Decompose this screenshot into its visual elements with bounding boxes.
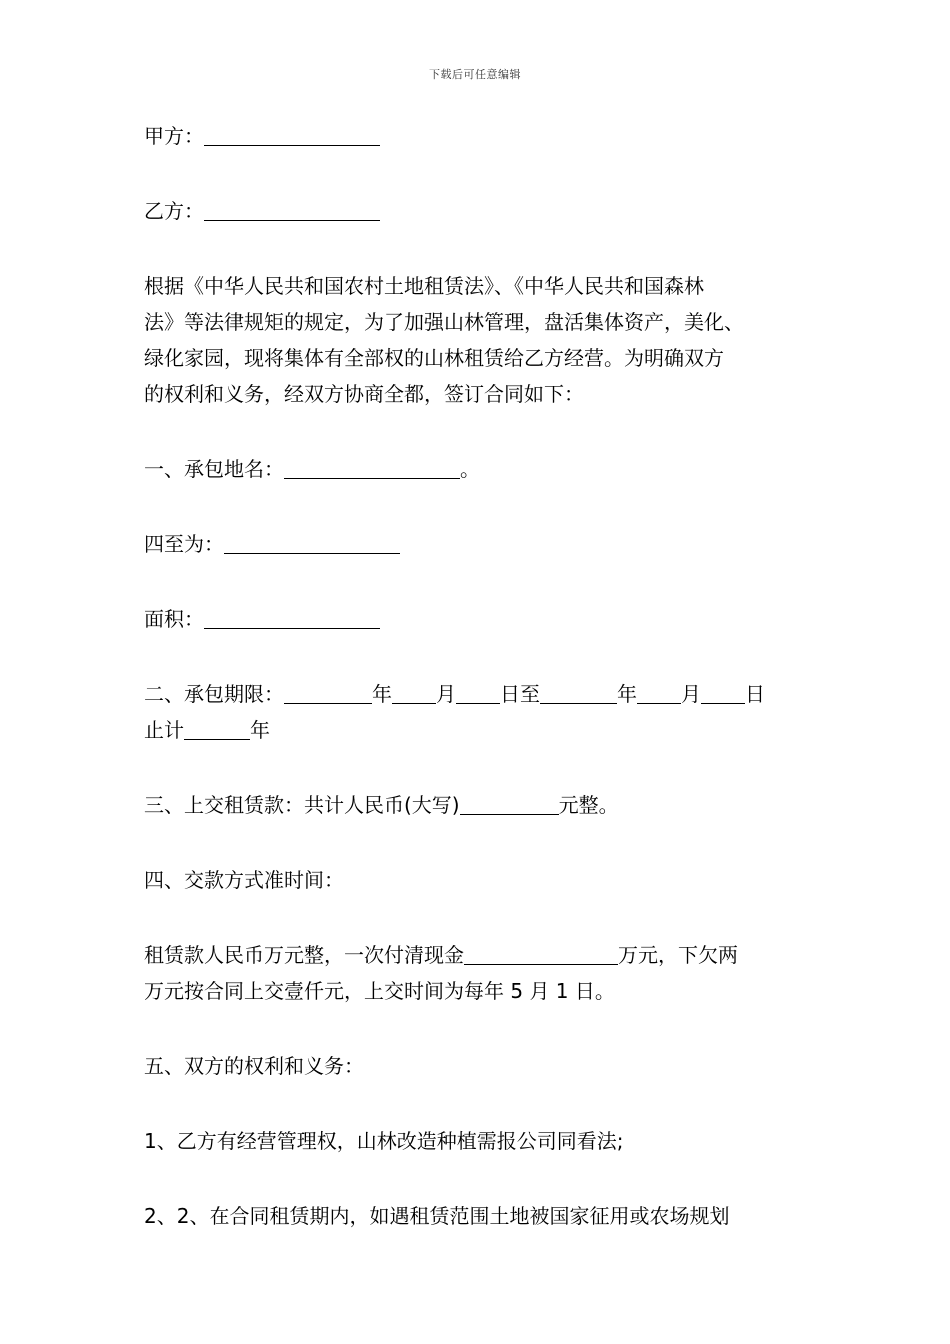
section-2-label: 二、承包期限： <box>144 682 284 706</box>
section-4-suffix: 万元，下欠两 <box>618 943 738 967</box>
day-text-2: 日 <box>745 682 765 706</box>
preamble-line-4: 的权利和义务，经双方协商全都，签订合同如下： <box>144 382 584 406</box>
preamble-line-1: 根据《中华人民共和国农村土地租赁法》、《中华人民共和国森林 <box>144 274 704 298</box>
party-b-blank <box>204 219 380 221</box>
contract-body <box>144 118 814 1234</box>
month-text-1: 月 <box>436 682 456 706</box>
cash-amount-blank <box>464 963 618 965</box>
section-4-line-1 <box>144 937 814 973</box>
rent-amount-blank <box>460 813 559 815</box>
area-blank <box>204 627 380 629</box>
boundaries-line <box>144 526 814 562</box>
section-1-label: 一、承包地名： <box>144 457 284 481</box>
section-2-line-1 <box>144 676 814 712</box>
boundaries-blank <box>224 552 400 554</box>
term-years-blank <box>184 738 250 740</box>
preamble-line-2: 法》等法律规矩的规定，为了加强山林管理，盘活集体资产，美化、 <box>144 310 744 334</box>
section-3-line <box>144 787 814 823</box>
year-text-3: 年 <box>250 718 270 742</box>
section-3-label: 三、上交租赁款：共计人民币(大写) <box>144 793 460 817</box>
party-b-label: 乙方： <box>144 199 204 223</box>
area-label: 面积： <box>144 607 204 631</box>
section-3-suffix: 元整。 <box>558 793 619 817</box>
party-a-line <box>144 118 814 154</box>
start-year-blank <box>284 702 372 704</box>
start-month-blank <box>392 702 436 704</box>
section-1-line <box>144 451 814 487</box>
section-5-heading: 五、双方的权利和义务： <box>144 1054 364 1078</box>
boundaries-label: 四至为： <box>144 532 224 556</box>
year-text-1: 年 <box>372 682 392 706</box>
party-a-label: 甲方： <box>144 124 204 148</box>
contract-location-blank <box>284 477 460 479</box>
year-text-2: 年 <box>617 682 637 706</box>
end-month-blank <box>637 702 681 704</box>
section-2-line-2 <box>144 712 814 748</box>
stop-label: 止计 <box>144 718 184 742</box>
day-to-text: 日至 <box>500 682 540 706</box>
section-1-suffix: 。 <box>460 457 480 481</box>
start-day-blank <box>456 702 500 704</box>
end-year-blank <box>540 702 617 704</box>
party-b-line <box>144 193 814 229</box>
end-day-blank <box>701 702 745 704</box>
section-4-prefix: 租赁款人民币万元整，一次付清现金 <box>144 943 464 967</box>
section-5-item-2: 2、2、在合同租赁期内，如遇租赁范围土地被国家征用或农场规划 <box>144 1204 730 1228</box>
preamble-line-3: 绿化家园，现将集体有全部权的山林租赁给乙方经营。为明确双方 <box>144 346 724 370</box>
area-line <box>144 601 814 637</box>
month-text-2: 月 <box>681 682 701 706</box>
section-4-line-2: 万元按合同上交壹仟元，上交时间为每年 5 月 1 日。 <box>144 979 615 1003</box>
party-a-blank <box>204 144 380 146</box>
header-note: 下载后可任意编辑 <box>429 68 521 81</box>
section-5-item-1: 1、乙方有经营管理权，山林改造种植需报公司同看法; <box>144 1129 624 1153</box>
section-4-heading: 四、交款方式准时间： <box>144 868 344 892</box>
